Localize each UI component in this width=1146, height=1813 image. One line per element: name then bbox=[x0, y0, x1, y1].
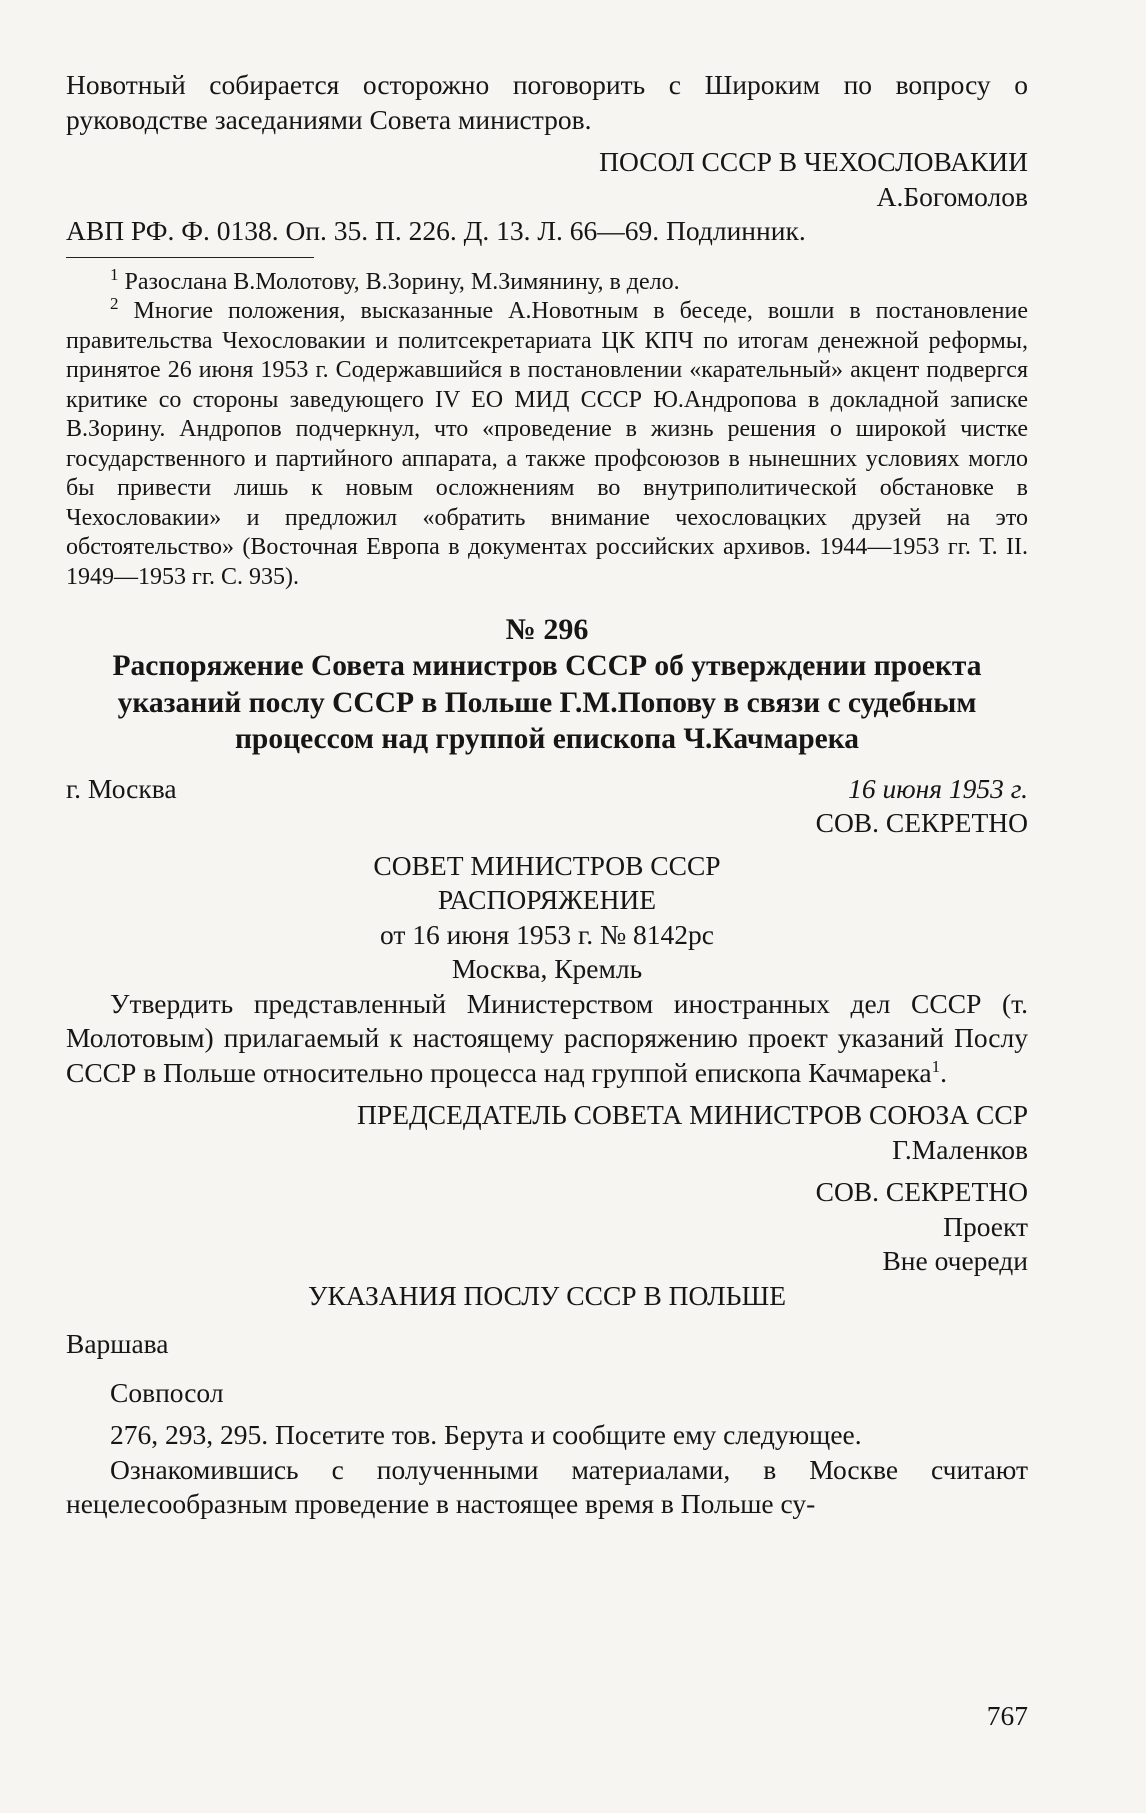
addressee: Совпосол bbox=[110, 1376, 224, 1408]
document-page bbox=[66, 68, 1028, 1731]
footnote-2-text: Многие положения, высказанные А.Новотным в беседе, вошли в постановление правительства Чехословакии и политсекретариата ЦК КПЧ по итогам денежной реформы, принятое 26 июня 1953 г. Содержавшийся в постановлении «карательный» акцент подвергся критике со стороны заведующего IV ЕО МИД СССР Ю.Андропова в докладной записке В.Зорину. Андропов подчеркнул, что «проведение в жизнь решения о широкой чистке государственного и партийного аппарата, а также профсоюзов в нынешних условиях могло бы привести лишь к новым осложнениям во внутриполитической обстановке в Чехословакии» и предложил «обратить внимание чехословацких друзей на это обстоятельство» (Восточная Европа в документах российских архивов. 1944—1953 гг. Т. II. 1949—1953 гг. С. 935). bbox=[66, 298, 1028, 590]
chair-title: ПРЕДСЕДАТЕЛЬ СОВЕТА МИНИСТРОВ СОЮЗА ССР bbox=[357, 1099, 1028, 1130]
page-number: 767 bbox=[986, 1700, 1028, 1731]
place: г. Москва bbox=[66, 772, 177, 804]
secrecy-stamp-1: СОВ. СЕКРЕТНО bbox=[815, 807, 1028, 838]
order-body-text: Утвердить представленный Министерством иностранных дел СССР (т. Молотовым) прилагаемый к настоящему распоряжению проект указаний Послу СССР в Польше относительно процесса над группой епископа Качмарека bbox=[66, 987, 1028, 1088]
council-header: СОВЕТ МИНИСТРОВ СССР bbox=[373, 849, 721, 881]
order-header: РАСПОРЯЖЕНИЕ bbox=[437, 884, 657, 915]
order-body-mark: 1 bbox=[931, 1056, 941, 1076]
draft-label: Проект bbox=[943, 1210, 1028, 1242]
secrecy-stamp-2: СОВ. СЕКРЕТНО bbox=[815, 1176, 1028, 1207]
document-number: № 296 bbox=[505, 613, 589, 646]
instructions-header: УКАЗАНИЯ ПОСЛУ СССР В ПОЛЬШЕ bbox=[307, 1279, 786, 1311]
footnote-divider bbox=[66, 257, 314, 258]
date: 16 июня 1953 г. bbox=[848, 772, 1028, 804]
city: Варшава bbox=[66, 1328, 169, 1359]
footnote-1-text: Разослана В.Молотову, В.Зорину, М.Зимянину, в дело. bbox=[124, 268, 680, 295]
signature-name: А.Богомолов bbox=[876, 180, 1028, 212]
document-title: Распоряжение Совета министров СССР об утверждении проекта указаний послу СССР в Польше Г.М.Попову в связи с судебным процессом над группой епископа Ч.Качмарека bbox=[112, 650, 982, 755]
order-number-line: от 16 июня 1953 г. № 8142рс bbox=[379, 918, 715, 950]
place-date-row bbox=[66, 772, 1028, 807]
order-body bbox=[66, 987, 1028, 1091]
top-paragraph: Новотный собирается осторожно поговорить с Широким по вопросу о руководстве заседаниями Совета министров. bbox=[66, 69, 1028, 135]
signature-title: ПОСОЛ СССР В ЧЕХОСЛОВАКИИ bbox=[599, 146, 1028, 177]
order-place: Москва, Кремль bbox=[451, 953, 643, 984]
order-body-end: . bbox=[940, 1056, 947, 1088]
instruction-line-1: 276, 293, 295. Посетите тов. Берута и сообщите ему следующее. bbox=[110, 1419, 862, 1450]
footnote-2-mark: 2 bbox=[110, 294, 119, 313]
chair-name: Г.Маленков bbox=[892, 1133, 1028, 1165]
footnote-1 bbox=[66, 264, 1028, 298]
archive-reference: АВП РФ. Ф. 0138. Оп. 35. П. 226. Д. 13. Л. 66—69. Подлинник. bbox=[66, 215, 806, 246]
footnote-1-mark: 1 bbox=[110, 264, 119, 284]
urgency-label: Вне очереди bbox=[882, 1245, 1028, 1276]
instruction-line-2: Ознакомившись с полученными материалами, в Москве считают нецелесообразным проведение в настоящее время в Польше су- bbox=[66, 1453, 1028, 1519]
footnote-2 bbox=[66, 294, 1028, 592]
